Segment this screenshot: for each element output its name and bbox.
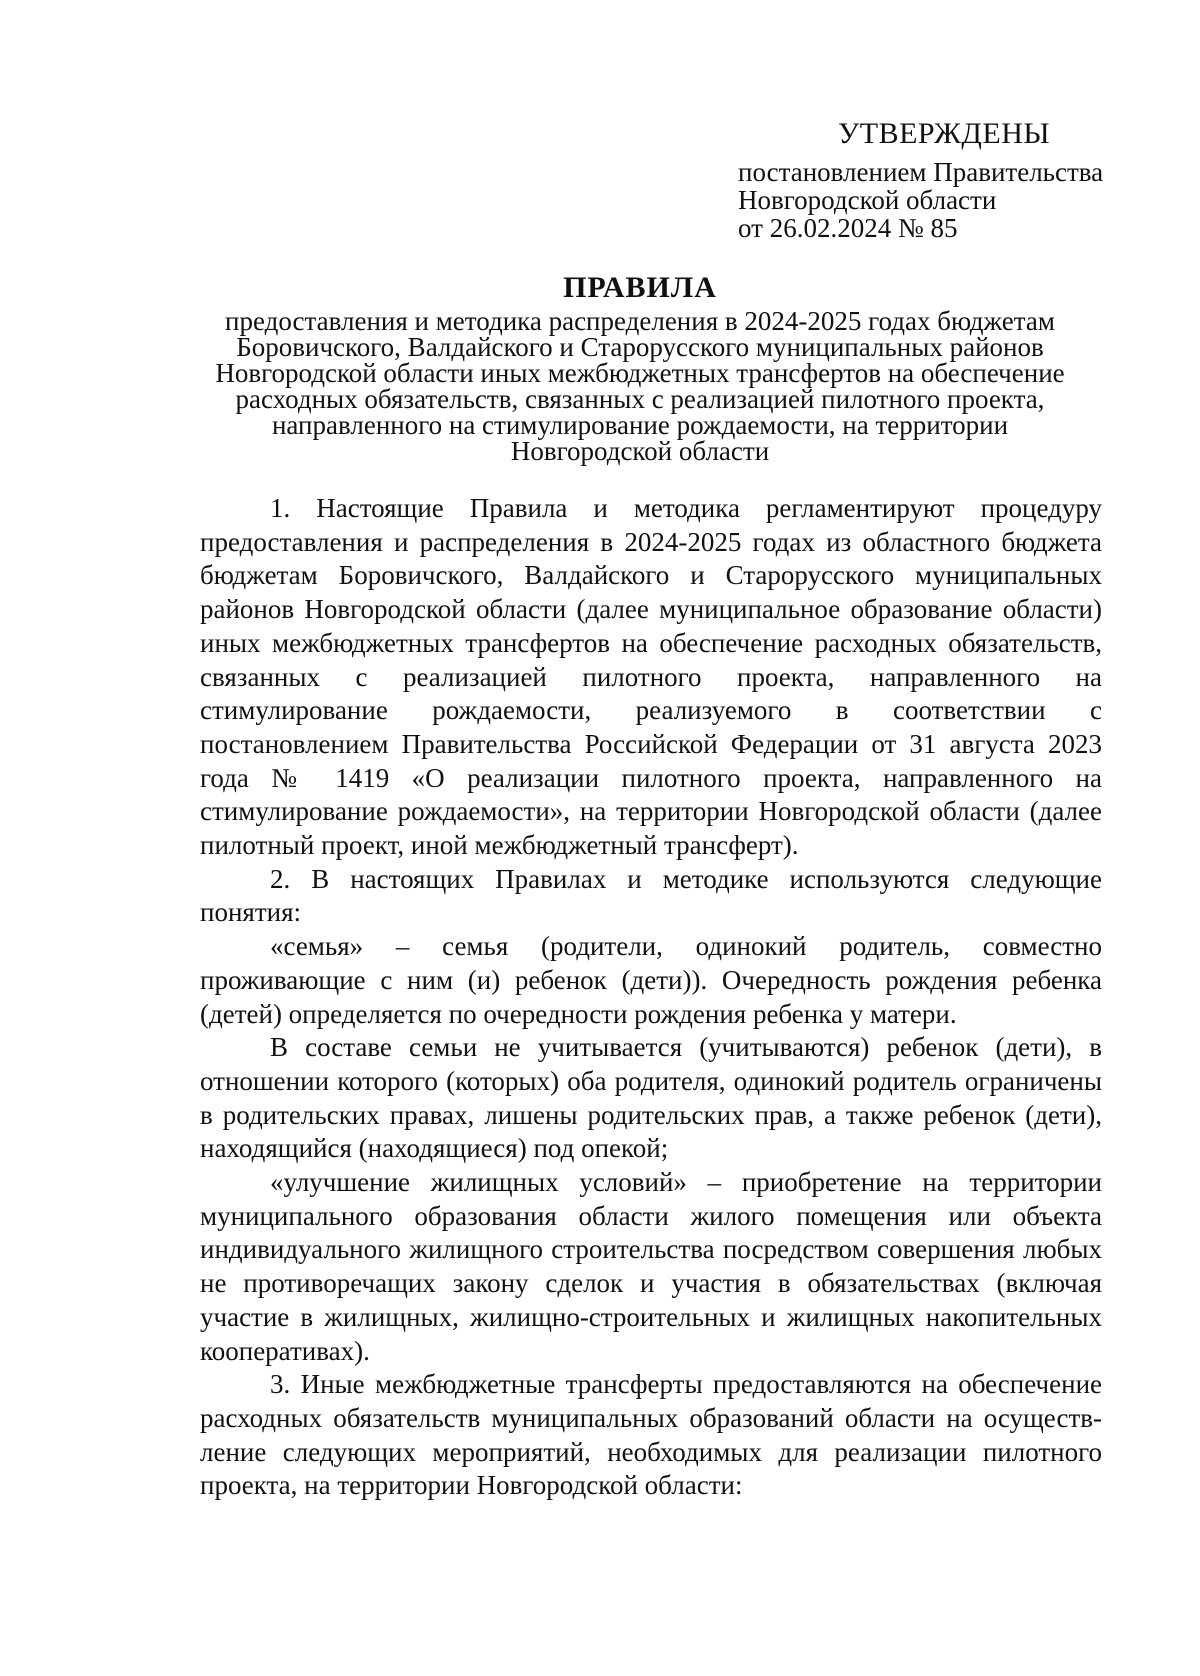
approval-line-2: Новгородской области	[738, 185, 997, 215]
subtitle-line: Боровичского, Валдайского и Старорусского муниципальных районов	[236, 332, 1044, 362]
document-body	[200, 492, 1102, 1503]
paragraph-3: 3. Иные межбюджетные трансферты предоставляются на обеспечение расходных обязательств муниципальных образований области на осуществление следующих мероприятий, необходимых для реализации пилотного проекта, на территории Новгородской области:	[200, 1369, 1102, 1501]
paragraph-definition-housing: «улучшение жилищных условий» – приобретение на территории муниципального образования области жилого помещения или объекта индивидуального жилищного строительства посредством совершения любых не противоречащих закону сделок и участия в обязательствах (включая участие в жилищных, жилищно-строительных и жилищных накопительных кооперативах).	[200, 1167, 1102, 1366]
subtitle-line: Новгородской области	[510, 436, 770, 466]
subtitle-line: Новгородской области иных межбюджетных трансфертов на обеспечение	[215, 358, 1065, 388]
subtitle-line: предоставления и методика распределения в 2024-2025 годах бюджетам	[225, 306, 1055, 336]
approval-heading: УТВЕРЖДЕНЫ	[838, 117, 1051, 150]
paragraph-family-exclusion: В составе семьи не учитывается (учитываются) ребенок (дети), в отношении которого (которых) оба родителя, одинокий родитель ограничены в родительских правах, лишены родительских прав, а также ребенок (дети), находящийся (находящиеся) под опекой;	[200, 1032, 1102, 1164]
document-subtitle	[200, 308, 1080, 464]
approval-stamp-block	[738, 116, 1158, 242]
subtitle-line: направленного на стимулирование рождаемости, на территории	[271, 410, 1009, 440]
subtitle-line: расходных обязательств, связанных с реализацией пилотного проекта,	[235, 384, 1045, 414]
paragraph-1: 1. Настоящие Правила и методика регламентируют процедуру предоставления и распределения в 2024-2025 годах из областного бюджета бюджетам Боровичского, Валдайского и Старорусского муниципальных районов Новгородской области (далее муниципальное образование области) иных межбюджетных трансфертов на обеспечение расходных обязательств, связанных с реализацией пилотного проекта, направленного на стимулирование рождаемости, реализуемого в соответствии с постановлением Правительства Российской Федерации от 31 августа 2023 года № 1419 «О реализации пилотного проекта, направленного на стимулирование рождаемости», на территории Новгородской области (далее пилотный проект, иной межбюджетный трансферт).	[200, 493, 1102, 861]
paragraph-2: 2. В настоящих Правилах и методике используются следующие понятия:	[200, 863, 1102, 928]
document-title: ПРАВИЛА	[563, 271, 717, 304]
approval-line-1: постановлением Правительства	[738, 157, 1104, 187]
paragraph-definition-family: «семья» – семья (родители, одинокий родитель, совместно проживающие с ним (и) ребенок (дети)). Очередность рождения ребенка (детей) определяется по очередности рождения ребенка у матери.	[200, 931, 1102, 1029]
approval-line-3: от 26.02.2024 № 85	[738, 213, 958, 243]
